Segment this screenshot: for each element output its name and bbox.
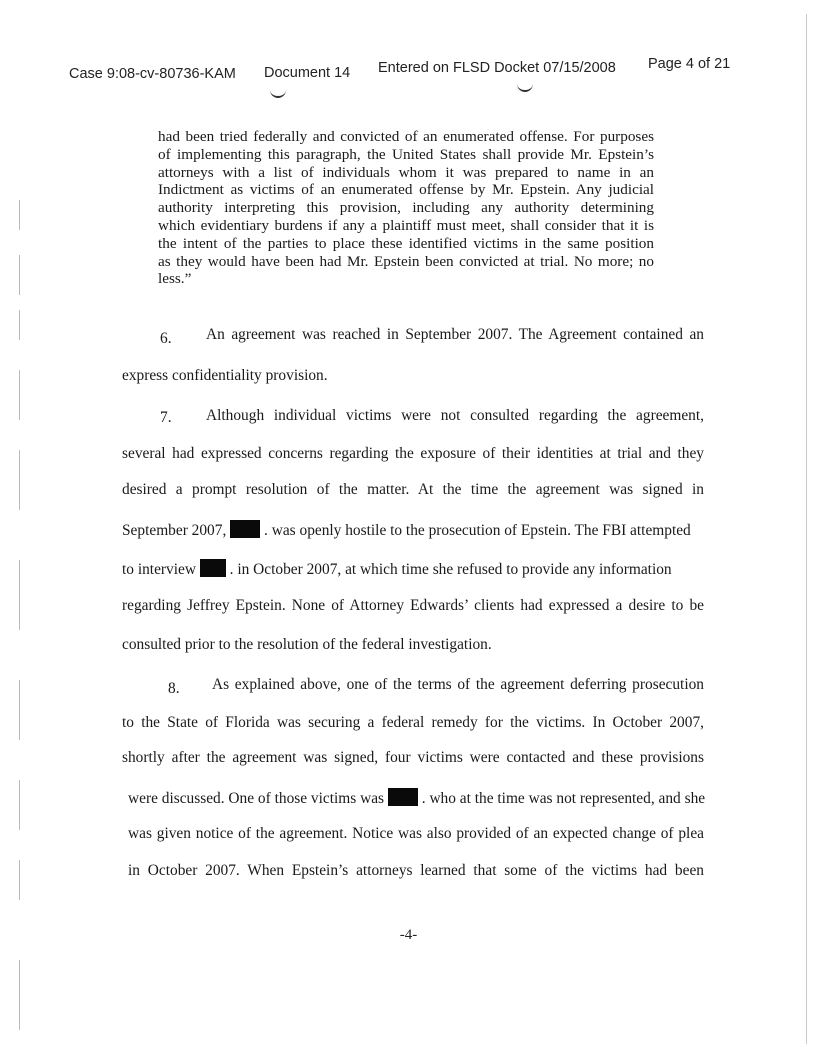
paragraph-line: to the State of Florida was securing a federal remedy for the victims. In October 2007, — [122, 714, 704, 731]
paragraph-line: Although individual victims were not consulted regarding the agreement, — [206, 407, 704, 424]
paragraph-line: several had expressed concerns regarding the exposure of their identities at trial and they — [122, 445, 704, 462]
paragraph-8 — [122, 0, 704, 1056]
scan-edge-mark — [19, 780, 20, 830]
scan-edge-mark — [19, 680, 20, 740]
scan-edge-mark — [19, 450, 20, 510]
paragraph-line: in October 2007. When Epstein’s attorneys learned that some of the victims had been — [128, 862, 704, 879]
document-number: Document 14 — [264, 65, 351, 81]
paragraph-number: 6. — [160, 330, 172, 347]
scan-edge-mark — [19, 310, 20, 340]
quote-line: the intent of the parties to place these identified victims in the same position — [158, 234, 654, 252]
page-indicator: Page 4 of 21 — [648, 56, 731, 72]
line-text: . who at the time was not represented, and she — [421, 790, 706, 807]
line-text: September 2007, — [122, 522, 227, 539]
line-text: . in October 2007, at which time she refused to provide any information — [229, 561, 672, 578]
line-text: were discussed. One of those victims was — [128, 790, 385, 807]
scan-edge-mark — [19, 560, 20, 630]
scan-edge-mark — [19, 960, 20, 1030]
page-number: -4- — [399, 927, 418, 943]
quote-line: as they would have been had Mr. Epstein been convicted at trial. No more; no — [158, 252, 654, 270]
paragraph-line: express confidentiality provision. — [122, 367, 328, 384]
scan-edge-mark — [19, 200, 20, 230]
paragraph-line: As explained above, one of the terms of the agreement deferring prosecution — [212, 676, 704, 693]
paragraph-line — [128, 788, 704, 808]
line-text: to interview — [122, 561, 196, 578]
quote-line: Indictment as victims of an enumerated offense by Mr. Epstein. Any judicial — [158, 181, 654, 199]
scan-edge-right — [806, 14, 807, 1044]
quote-line: attorneys with a list of individuals whom it was prepared to name in an — [158, 163, 654, 181]
paragraph-number: 8. — [168, 680, 180, 697]
paragraph-line: was given notice of the agreement. Notice was also provided of an expected change of plea — [128, 825, 704, 842]
quote-line: which evidentiary burdens if any a plaintiff must meet, shall consider that it is — [158, 216, 654, 234]
redaction-block — [388, 788, 418, 806]
quote-line: authority interpreting this provision, including any authority determining — [158, 199, 654, 217]
case-number: Case 9:08-cv-80736-KAM — [69, 66, 236, 82]
paragraph-number: 7. — [160, 409, 172, 426]
paragraph-line: desired a prompt resolution of the matter. At the time the agreement was signed in — [122, 481, 704, 498]
paragraph-line: regarding Jeffrey Epstein. None of Attorney Edwards’ clients had expressed a desire to be — [122, 597, 704, 614]
scan-edge-mark — [19, 860, 20, 900]
quote-line: of implementing this paragraph, the United States shall provide Mr. Epstein’s — [158, 145, 654, 163]
quote-line: had been tried federally and convicted of an enumerated offense. For purposes — [158, 128, 654, 145]
line-text: . was openly hostile to the prosecution of Epstein. The FBI attempted — [264, 522, 691, 539]
scan-edge-mark — [19, 370, 20, 420]
quote-line: less.” — [158, 270, 192, 288]
paragraph-line: shortly after the agreement was signed, four victims were contacted and these provisions — [122, 749, 704, 766]
docket-entry-date: Entered on FLSD Docket 07/15/2008 — [378, 60, 616, 76]
scan-edge-mark — [19, 255, 20, 295]
paragraph-line: consulted prior to the resolution of the federal investigation. — [122, 636, 492, 653]
paragraph-line: An agreement was reached in September 2007. The Agreement contained an — [206, 326, 704, 343]
